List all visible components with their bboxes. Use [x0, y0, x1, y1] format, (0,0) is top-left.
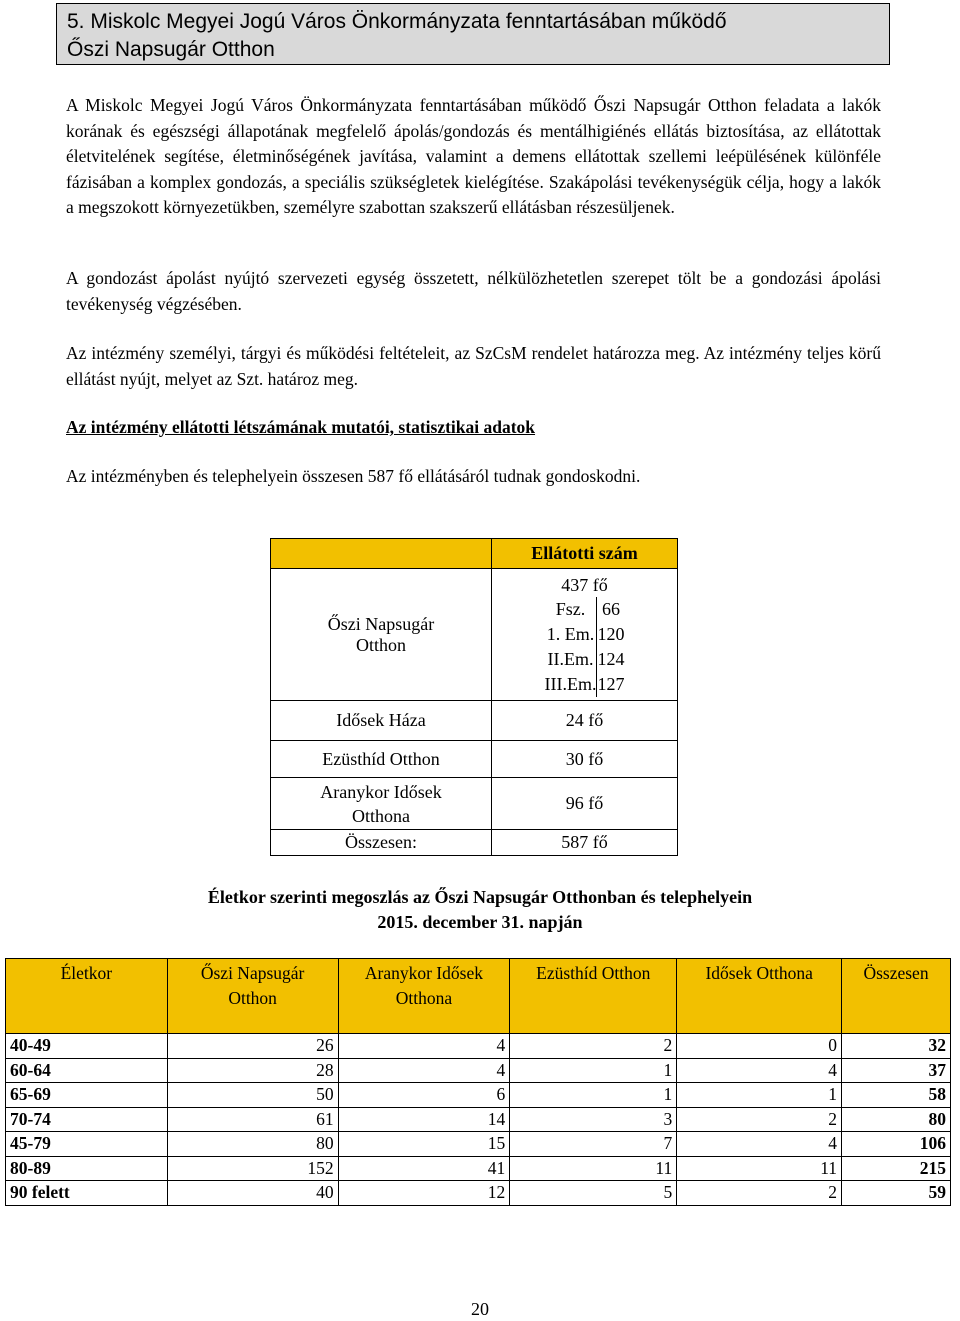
age-total-cell: 58	[842, 1083, 951, 1108]
age-value-cell: 11	[510, 1156, 677, 1181]
age-col-header: Összesen	[842, 959, 951, 1034]
age-table-row	[6, 1083, 951, 1108]
age-value-cell: 14	[338, 1107, 510, 1132]
age-total-cell: 80	[842, 1107, 951, 1132]
age-table-row	[6, 1058, 951, 1083]
age-col-header: Ezüsthíd Otthon	[510, 959, 677, 1034]
subheading-statistics: Az intézmény ellátotti létszámának mutatói, statisztikai adatok	[66, 417, 536, 437]
age-col-header: Aranykor Idősek Otthona	[338, 959, 510, 1034]
main-home-total: 437 fő	[561, 574, 608, 595]
age-table-row	[6, 1156, 951, 1181]
age-value-cell: 4	[338, 1034, 510, 1059]
caption-line1: Életkor szerinti megoszlás az Őszi Napsugár Otthonban és telephelyein	[207, 887, 753, 907]
age-group-cell: 40-49	[6, 1034, 168, 1059]
age-table-header-row	[6, 959, 951, 1034]
age-value-cell: 1	[677, 1083, 842, 1108]
capacity-row-name: Ezüsthíd Otthon	[271, 741, 492, 778]
capacity-row-value: 96 fő	[492, 778, 678, 830]
age-value-cell: 1	[510, 1058, 677, 1083]
age-value-cell: 2	[677, 1181, 842, 1206]
capacity-row	[271, 830, 678, 856]
capacity-row-value: 24 fő	[492, 701, 678, 741]
paragraph-capacity: Az intézményben és telephelyein összesen 587 fő ellátásáról tudnak gondoskodni.	[66, 466, 641, 486]
section-heading-line2: Őszi Napsugár Otthon	[67, 38, 275, 61]
age-value-cell: 1	[510, 1083, 677, 1108]
age-value-cell: 4	[338, 1058, 510, 1083]
floor-row: Fsz. 66	[545, 597, 625, 622]
age-group-cell: 45-79	[6, 1132, 168, 1157]
age-group-cell: 90 felett	[6, 1181, 168, 1206]
age-col-header: Idősek Otthona	[677, 959, 842, 1034]
age-table-row	[6, 1181, 951, 1206]
main-home-breakdown	[492, 569, 678, 701]
age-value-cell: 40	[167, 1181, 338, 1206]
age-distribution-caption	[0, 885, 960, 935]
section-heading	[56, 3, 890, 65]
age-value-cell: 50	[167, 1083, 338, 1108]
age-group-cell: 70-74	[6, 1107, 168, 1132]
age-value-cell: 28	[167, 1058, 338, 1083]
age-group-cell: 60-64	[6, 1058, 168, 1083]
age-value-cell: 41	[338, 1156, 510, 1181]
age-value-cell: 4	[677, 1058, 842, 1083]
paragraph-conditions: Az intézmény személyi, tárgyi és működési feltételeit, az SzCsM rendelet határozza meg. Az intézmény teljes körű ellátást nyújt, melyet az Szt. határoz meg.	[66, 343, 881, 389]
age-value-cell: 3	[510, 1107, 677, 1132]
intro-paragraph: A Miskolc Megyei Jogú Város Önkormányzata fenntartásában működő Őszi Napsugár Otthon feladata a lakók korának és egészségi állapotának megfelelő ápolás/gondozás és mentálhigiénés ellátás biztosítása, az ellátottak életvitelének segítése, életminőségének javítása, valamint a demens ellátottak szellemi leépülésének különféle fázisában a komplex gondozás, a speciális szükségletek kielégítése. Szakápolási tevékenységük célja, hogy a lakók a megszokott környezetükben, személyre szabottan szakszerű ellátásban részesüljenek.	[66, 95, 881, 217]
capacity-header-blank	[271, 539, 492, 569]
age-value-cell: 61	[167, 1107, 338, 1132]
age-table-row	[6, 1034, 951, 1059]
main-home-name: Őszi Napsugár Otthon	[271, 569, 492, 701]
age-value-cell: 4	[677, 1132, 842, 1157]
age-value-cell: 2	[510, 1034, 677, 1059]
age-value-cell: 15	[338, 1132, 510, 1157]
floor-breakdown	[545, 597, 625, 697]
age-group-cell: 65-69	[6, 1083, 168, 1108]
caption-line2: 2015. december 31. napján	[377, 912, 583, 932]
age-total-cell: 215	[842, 1156, 951, 1181]
capacity-row-name: Összesen:	[271, 830, 492, 856]
age-group-cell: 80-89	[6, 1156, 168, 1181]
page-number: 20	[471, 1299, 489, 1319]
age-distribution-table	[5, 958, 951, 1206]
capacity-row-value: 30 fő	[492, 741, 678, 778]
floor-row: 1. Em. 120	[545, 622, 625, 647]
floor-row: II.Em. 124	[545, 647, 625, 672]
age-total-cell: 59	[842, 1181, 951, 1206]
age-total-cell: 106	[842, 1132, 951, 1157]
paragraph-care-unit: A gondozást ápolást nyújtó szervezeti egység összetett, nélkülözhetetlen szerepet tölt be a gondozási ápolási tevékenység végzésében.	[66, 268, 881, 314]
capacity-row	[271, 778, 678, 830]
age-table-body	[6, 1034, 951, 1206]
age-value-cell: 7	[510, 1132, 677, 1157]
age-value-cell: 11	[677, 1156, 842, 1181]
capacity-row	[271, 701, 678, 741]
age-total-cell: 37	[842, 1058, 951, 1083]
age-total-cell: 32	[842, 1034, 951, 1059]
age-value-cell: 12	[338, 1181, 510, 1206]
capacity-row-value: 587 fő	[492, 830, 678, 856]
age-value-cell: 80	[167, 1132, 338, 1157]
age-value-cell: 6	[338, 1083, 510, 1108]
age-value-cell: 26	[167, 1034, 338, 1059]
capacity-row	[271, 741, 678, 778]
age-value-cell: 5	[510, 1181, 677, 1206]
age-table-row	[6, 1107, 951, 1132]
age-value-cell: 152	[167, 1156, 338, 1181]
section-heading-line1: 5. Miskolc Megyei Jogú Város Önkormányzata fenntartásában működő	[67, 10, 727, 33]
floor-row: III.Em. 127	[545, 672, 625, 697]
capacity-row-name: Idősek Háza	[271, 701, 492, 741]
age-table-row	[6, 1132, 951, 1157]
capacity-table	[270, 538, 678, 856]
age-col-header: Életkor	[6, 959, 168, 1034]
age-value-cell: 0	[677, 1034, 842, 1059]
capacity-row-name: Aranykor Idősek Otthona	[271, 778, 492, 830]
age-value-cell: 2	[677, 1107, 842, 1132]
age-col-header: Őszi Napsugár Otthon	[167, 959, 338, 1034]
capacity-header-count: Ellátotti szám	[492, 539, 678, 569]
